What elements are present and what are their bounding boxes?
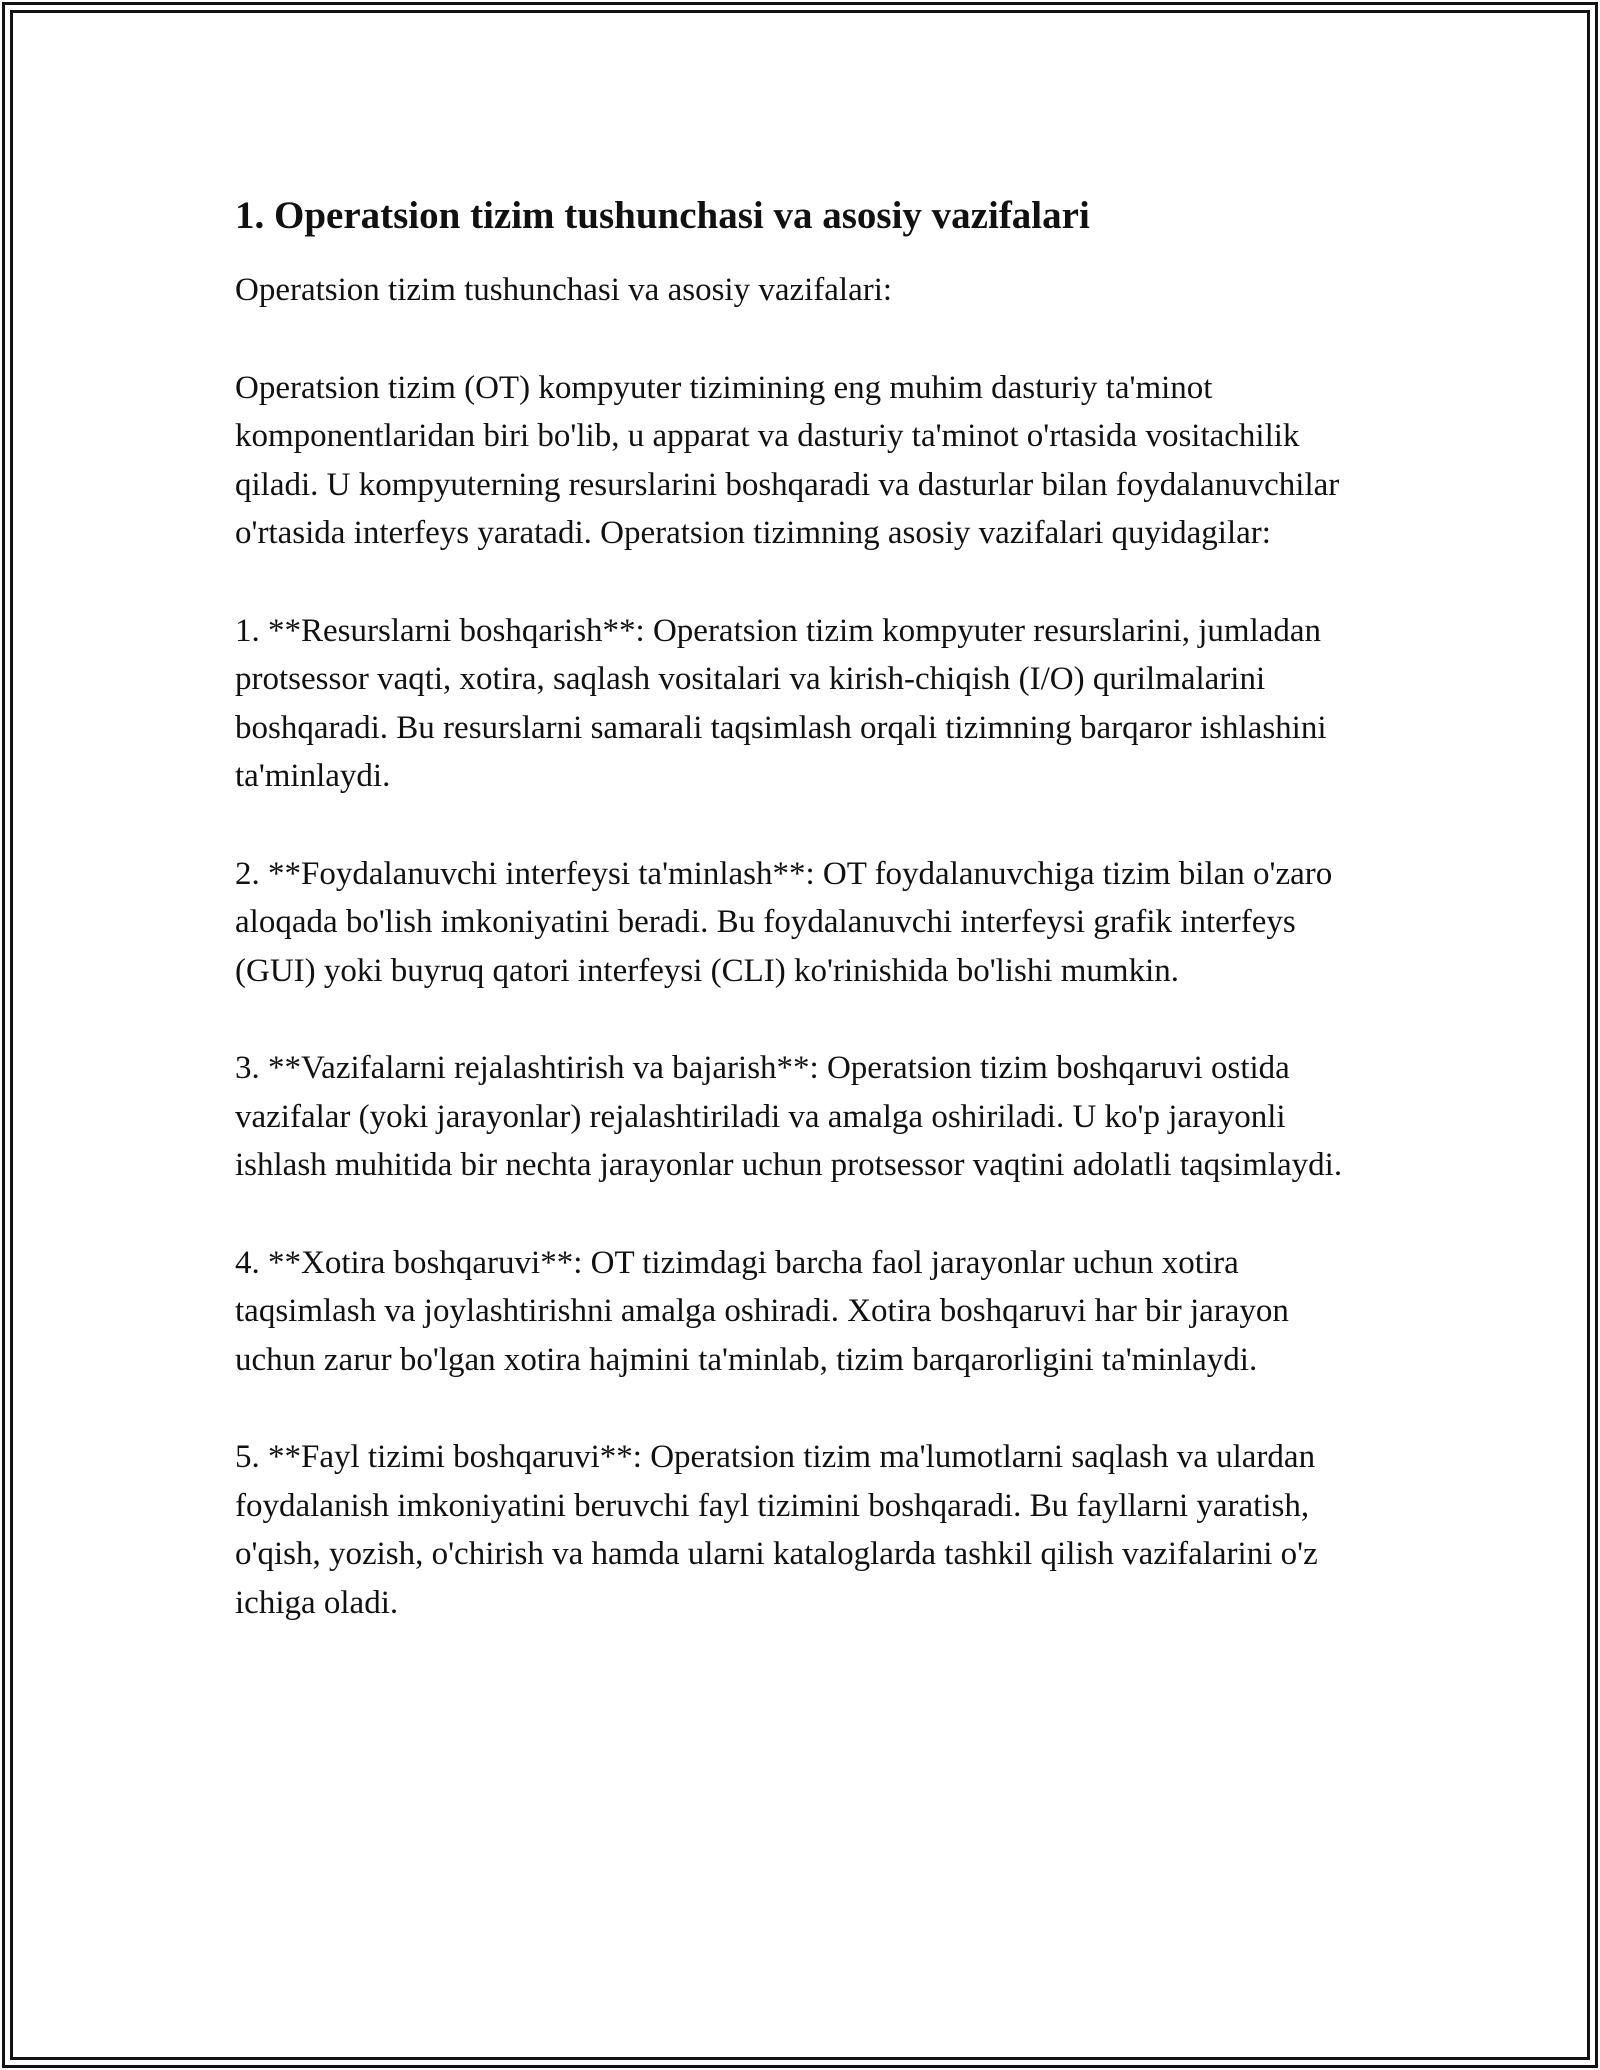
intro-line: Operatsion tizim tushunchasi va asosiy vazifalari: [235, 272, 893, 308]
overview-paragraph: Operatsion tizim (OT) kompyuter tizimining eng muhim dasturiy ta'minot komponentlaridan biri bo'lib, u apparat va dasturiy ta'minot o'rtasida vositachilik qiladi. U kompyuterning resurslarini boshqaradi va dasturlar bilan foydalanuvchilar o'rtasida interfeys yaratadi. Operatsion tizimning asosiy vazifalari quyidagilar: [235, 369, 1340, 551]
item-resource-management: 1. **Resurslarni boshqarish**: Operatsion tizim kompyuter resurslarini, jumladan protsessor vaqti, xotira, saqlash vositalari va kirish-chiqish (I/O) qurilmalarini boshqaradi. Bu resurslarni samarali taqsimlash orqali tizimning barqaror ishlashini ta'minlaydi. [235, 612, 1327, 794]
item-file-system-management: 5. **Fayl tizimi boshqaruvi**: Operatsion tizim ma'lumotlarni saqlash va ulardan foydalanish imkoniyatini beruvchi fayl tizimini boshqaradi. Bu fayllarni yaratish, o'qish, yozish, o'chirish va hamda ularni kataloglarda tashkil qilish vazifalarini o'z ichiga oladi. [235, 1439, 1318, 1621]
item-user-interface: 2. **Foydalanuvchi interfeysi ta'minlash**: OT foydalanuvchiga tizim bilan o'zaro aloqada bo'lish imkoniyatini beradi. Bu foydalanuvchi interfeysi grafik interfeys (GUI) yoki buyruq qatori interfeysi (CLI) ko'rinishida bo'lishi mumkin. [235, 855, 1333, 989]
item-memory-management: 4. **Xotira boshqaruvi**: OT tizimdagi barcha faol jarayonlar uchun xotira taqsimlash va joylashtirishni amalga oshiradi. Xotira boshqaruvi har bir jarayon uchun zarur bo'lgan xotira hajmini ta'minlab, tizim barqarorligini ta'minlaydi. [235, 1244, 1289, 1378]
document-title: 1. Operatsion tizim tushunchasi va asosiy vazifalari [235, 194, 1090, 237]
document-page [235, 190, 1375, 1676]
item-task-scheduling: 3. **Vazifalarni rejalashtirish va bajarish**: Operatsion tizim boshqaruvi ostida vazifalar (yoki jarayonlar) rejalashtiriladi va amalga oshiriladi. U ko'p jarayonli ishlash muhitida bir nechta jarayonlar uchun protsessor vaqtini adolatli taqsimlaydi. [235, 1050, 1343, 1183]
